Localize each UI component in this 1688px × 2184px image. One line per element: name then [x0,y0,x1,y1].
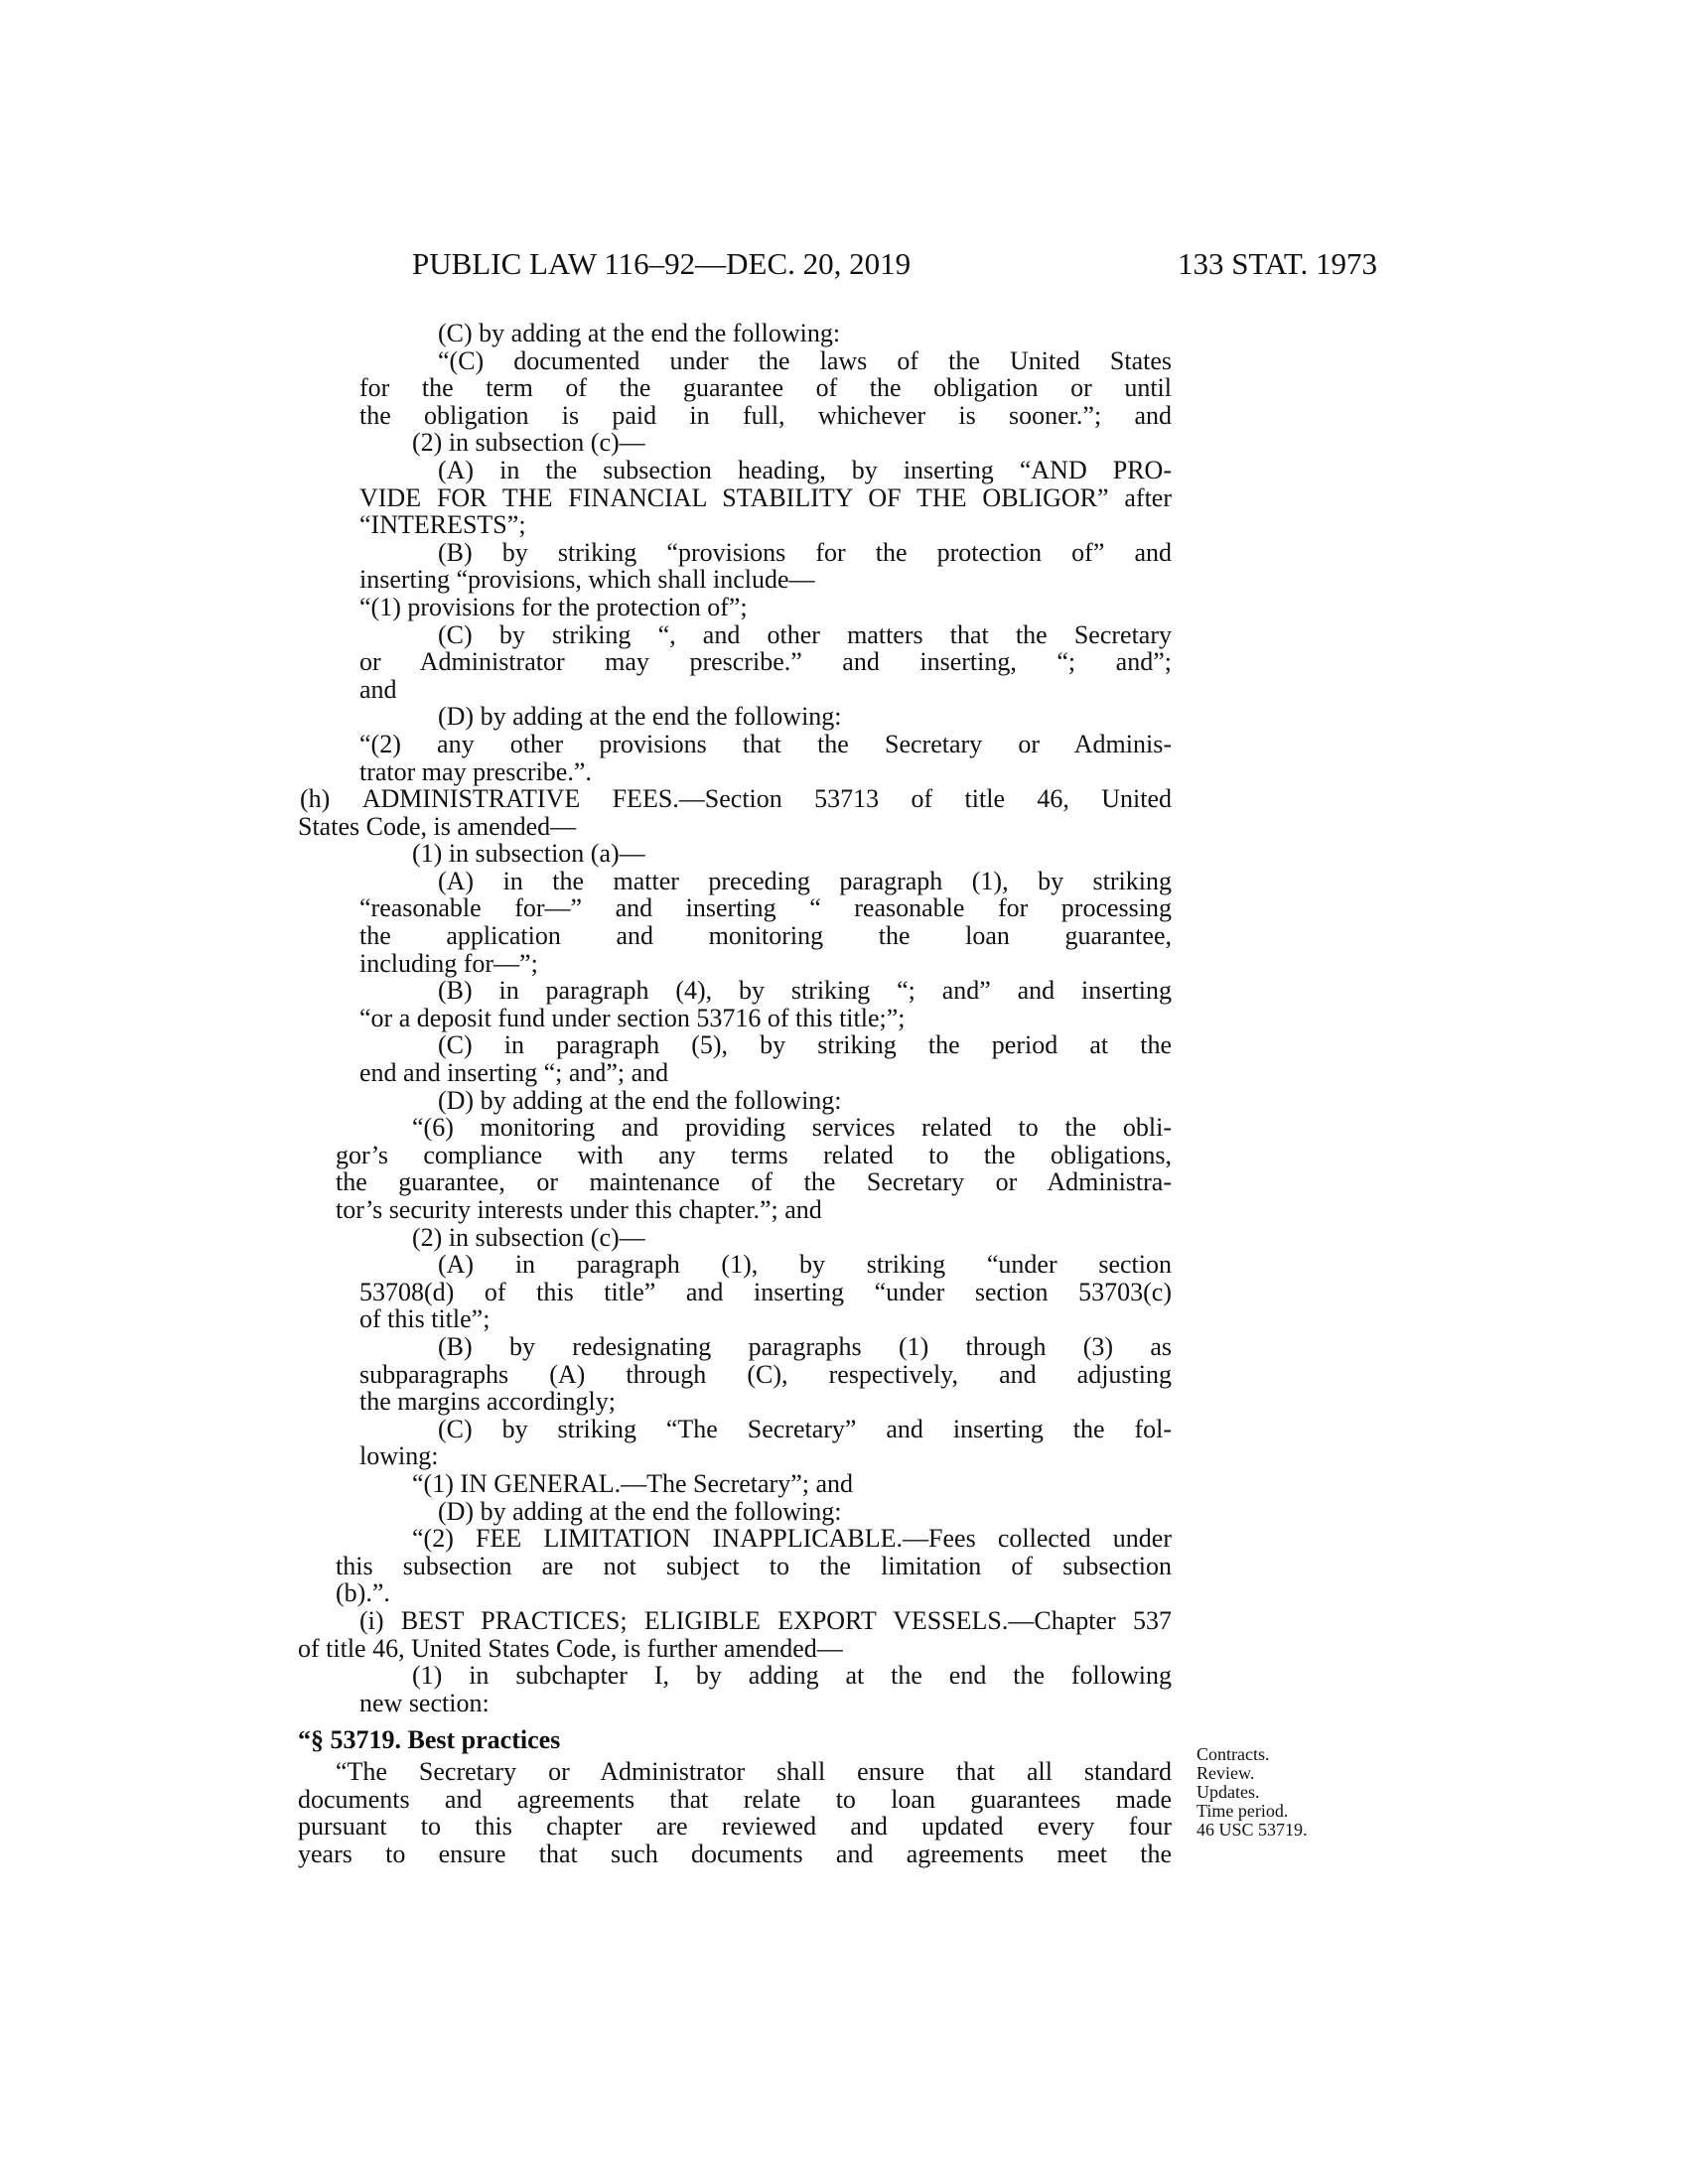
text-line: documents and agreements that relate to loan guarantees made [298,1784,1172,1814]
text-line: (D) by adding at the end the following: [438,1496,842,1526]
header-page-number: 133 STAT. 1973 [1177,246,1377,281]
text-line: “(C) documented under the laws of the United States [438,345,1172,375]
text-line: new section: [359,1688,490,1717]
text-line: (B) by redesignating paragraphs (1) through (3) as [438,1331,1172,1361]
text-line: gor’s compliance with any terms related to the obligations, [336,1140,1172,1169]
text-line: (A) in the subsection heading, by inserting “AND PRO- [438,455,1172,484]
text-line: “(1) provisions for the protection of”; [359,592,748,621]
margin-note: 46 USC 53719. [1196,1820,1308,1840]
text-line: (C) by adding at the end the following: [438,319,841,347]
text-line: “or a deposit fund under section 53716 of this title;”; [359,1003,906,1032]
text-line: pursuant to this chapter are reviewed and updated every four [298,1812,1172,1842]
text-line: 53708(d) of this title” and inserting “under section 53703(c) [359,1277,1172,1306]
text-line: this subsection are not subject to the limitation of subsection [336,1551,1172,1580]
text-line: the application and monitoring the loan guarantee, [359,921,1172,951]
text-line: (h) ADMINISTRATIVE FEES.—Section 53713 of title 46, United [300,784,1172,814]
text-line: and [359,674,397,704]
margin-note: Review. [1196,1763,1255,1783]
text-line: of this title”; [359,1304,491,1334]
text-line: (C) by striking “, and other matters that the Secretary [438,619,1172,649]
text-line: subparagraphs (A) through (C), respectively, and adjusting [359,1359,1172,1389]
text-line: (2) in subsection (c)— [412,428,645,458]
text-line: or Administrator may prescribe.” and inserting, “; and”; [359,647,1172,677]
text-line: including for—”; [359,948,538,978]
text-line: “The Secretary or Administrator shall ensure that all standard [336,1757,1172,1787]
statute-text [298,320,1172,1868]
margin-note: Updates. [1196,1782,1260,1802]
running-header [412,246,1377,286]
margin-note: Time period. [1196,1801,1289,1821]
text-line: the obligation is paid in full, whichever is sooner.”; and [359,400,1172,430]
text-line: (1) in subchapter I, by adding at the end the following [412,1661,1172,1691]
text-line: years to ensure that such documents and agreements meet the [298,1840,1172,1869]
text-line: (C) in paragraph (5), by striking the period at the [438,1030,1172,1060]
text-line: of title 46, United States Code, is further amended— [298,1633,843,1663]
text-line: for the term of the guarantee of the obligation or until [359,373,1172,403]
margin-note: Contracts. [1196,1744,1270,1764]
text-line: end and inserting “; and”; and [359,1058,669,1088]
text-line: “(2) any other provisions that the Secretary or Adminis- [359,729,1172,758]
text-line: (1) in subsection (a)— [412,839,645,869]
text-line: tor’s security interests under this chapter.”; and [336,1195,822,1224]
text-line: trator may prescribe.”. [359,756,592,786]
text-line: (B) in paragraph (4), by striking “; and” and inserting [438,976,1172,1006]
text-line: (D) by adding at the end the following: [438,1085,842,1115]
text-line: “INTERESTS”; [359,510,526,540]
text-line: (D) by adding at the end the following: [438,702,842,732]
text-line: (A) in the matter preceding paragraph (1), by striking [438,866,1172,895]
text-line: lowing: [359,1441,439,1471]
text-line: (B) by striking “provisions for the protection of” and [438,537,1172,567]
text-line: “(6) monitoring and providing services related to the obli- [412,1113,1172,1143]
section-heading: “§ 53719. Best practices [298,1725,561,1755]
text-line: (b).”. [336,1578,390,1608]
text-line: VIDE FOR THE FINANCIAL STABILITY OF THE OBLIGOR” after [359,482,1172,512]
text-line: “(1) IN GENERAL.—The Secretary”; and [412,1468,854,1498]
margin-notes [1196,1745,1336,1840]
text-line: the guarantee, or maintenance of the Secretary or Administra- [336,1167,1172,1197]
text-line: (C) by striking “The Secretary” and inserting the fol- [438,1414,1172,1443]
header-title: PUBLIC LAW 116–92—DEC. 20, 2019 [412,246,912,281]
text-line: (i) BEST PRACTICES; ELIGIBLE EXPORT VESSELS.—Chapter 537 [359,1605,1172,1635]
text-line: inserting “provisions, which shall include— [359,565,815,595]
text-line: (2) in subsection (c)— [412,1222,645,1252]
text-line: the margins accordingly; [359,1387,617,1417]
text-line: States Code, is amended— [298,811,577,841]
text-line: “(2) FEE LIMITATION INAPPLICABLE.—Fees collected under [412,1524,1173,1554]
text-line: “reasonable for—” and inserting “ reasonable for processing [359,893,1172,923]
text-line: (A) in paragraph (1), by striking “under section [438,1250,1172,1280]
